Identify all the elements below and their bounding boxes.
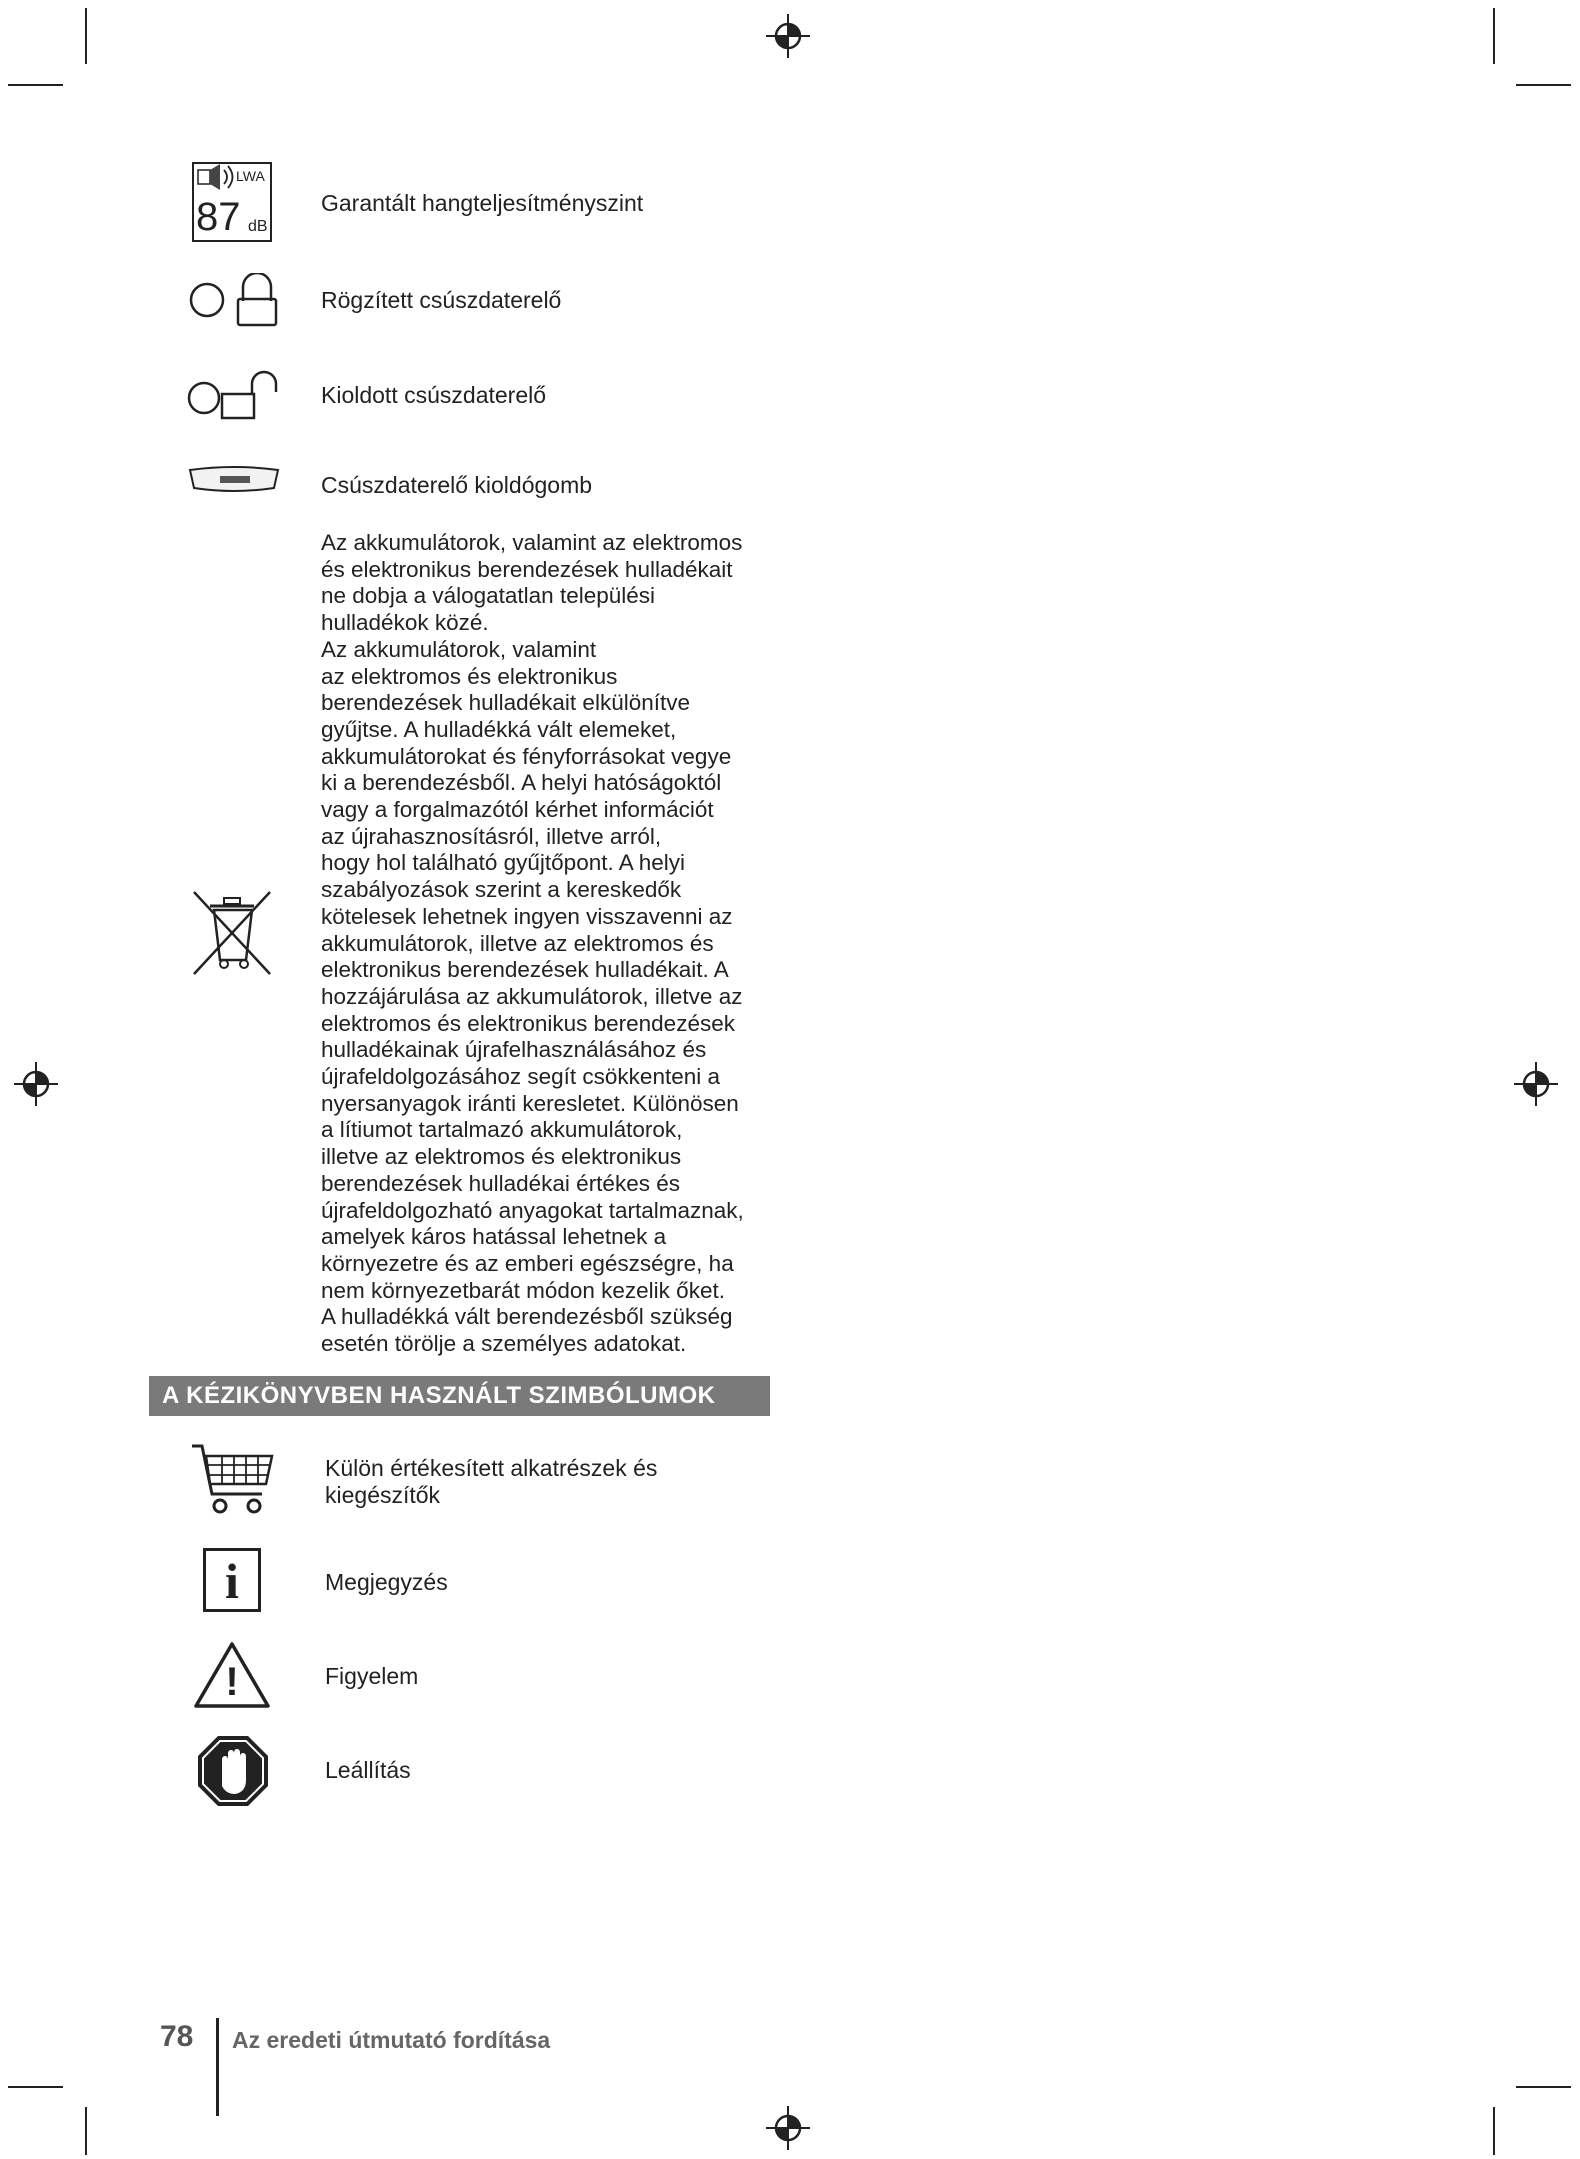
text-line: esetén törölje a személyes adatokat. (321, 1331, 687, 1357)
registration-mark-icon (14, 1062, 58, 1106)
footer-divider (216, 2018, 219, 2116)
symbol-label: Kioldott csúszdaterelő (321, 382, 547, 408)
text-line: Az akkumulátorok, valamint az elektromos (321, 530, 743, 555)
text-line: elektromos és elektronikus berendezések (321, 1010, 735, 1036)
text-line: hogy hol található gyűjtőpont. A helyi (321, 850, 686, 876)
sound-power-87db-icon (192, 162, 272, 242)
symbol-label: Leállítás (325, 1757, 411, 1783)
sound-level-label: LWA (236, 168, 265, 184)
symbol-label: Rögzített csúszdaterelő (321, 287, 562, 313)
symbol-label: Külön értékesített alkatrészek és (325, 1455, 658, 1481)
text-line: kötelesek lehetnek ingyen visszavenni az (321, 903, 733, 929)
text-line: az újrahasznosításról, illetve arról, (321, 823, 662, 849)
warning-glyph: ! (225, 1660, 239, 1704)
text-line: elektronikus berendezések hulladékait. A (321, 957, 729, 983)
info-glyph: i (225, 1553, 239, 1609)
crop-mark (85, 8, 87, 64)
text-line: vagy a forgalmazótól kérhet információt (321, 797, 714, 823)
text-line: hulladékok közé. (321, 610, 489, 636)
registration-mark-icon (766, 2106, 810, 2150)
release-button-icon (186, 466, 282, 496)
text-line: gyűjtse. A hulladékká vált elemeket, (321, 716, 677, 742)
text-line: berendezések hulladékait elkülönítve (321, 690, 690, 716)
text-line: akkumulátorok, illetve az elektromos és (321, 930, 714, 956)
text-line: illetve az elektromos és elektronikus (321, 1144, 682, 1170)
text-line: környezetre és az emberi egészségre, ha (321, 1250, 734, 1276)
text-line: Az akkumulátorok, valamint (321, 636, 597, 662)
crop-mark (1516, 2086, 1571, 2088)
stop-hand-icon (196, 1734, 270, 1808)
info-icon (203, 1548, 261, 1612)
crop-mark (85, 2107, 87, 2155)
text-line: az elektromos és elektronikus (321, 663, 618, 689)
text-line: a lítiumot tartalmazó akkumulátorok, (321, 1117, 683, 1143)
crop-mark (1493, 8, 1495, 64)
symbol-label: Figyelem (325, 1663, 419, 1689)
section-heading: A KÉZIKÖNYVBEN HASZNÁLT SZIMBÓLUMOK (149, 1376, 770, 1416)
registration-mark-icon (766, 14, 810, 58)
crossed-out-bin-icon (190, 888, 274, 978)
page-number: 78 (160, 2020, 194, 2053)
crop-mark (1493, 2107, 1495, 2155)
symbol-label: Csúszdaterelő kioldógomb (321, 472, 593, 498)
text-line: ne dobja a válogatatlan települési (321, 583, 656, 609)
text-line: újrafeldolgozásához segít csökkenteni a (321, 1064, 721, 1090)
text-line: újrafeldolgozható anyagokat tartalmaznak, (321, 1197, 744, 1223)
text-line: hulladékainak újrafelhasználásához és (321, 1037, 707, 1063)
unlocked-chute-icon (186, 370, 282, 422)
warning-icon (193, 1640, 271, 1710)
locked-chute-icon (188, 273, 280, 327)
text-line: hozzájárulása az akkumulátorok, illetve az (321, 983, 743, 1009)
text-line: ki a berendezésből. A helyi hatóságoktól (321, 770, 722, 796)
symbol-label: kiegészítők (325, 1482, 441, 1508)
symbol-label: Garantált hangteljesítményszint (321, 190, 644, 216)
footer-title: Az eredeti útmutató fordítása (232, 2027, 551, 2053)
shopping-cart-icon (190, 1440, 276, 1520)
text-line: és elektronikus berendezések hulladékait (321, 556, 733, 582)
crop-mark (1516, 84, 1571, 86)
sound-level-value: 87 (196, 195, 241, 239)
text-line: amelyek káros hatással lehetnek a (321, 1224, 667, 1250)
text-line: nem környezetbarát módon kezelik őket. (321, 1277, 725, 1303)
weee-disposal-text (321, 530, 781, 1358)
text-line: akkumulátorokat és fényforrásokat vegye (321, 743, 732, 769)
text-line: nyersanyagok iránti keresletet. Különösen (321, 1090, 739, 1116)
crop-mark (8, 84, 63, 86)
crop-mark (8, 2086, 63, 2088)
text-line: szabályozások szerint a kereskedők (321, 877, 682, 903)
sound-level-unit: dB (248, 218, 268, 235)
text-line: berendezések hulladékai értékes és (321, 1170, 680, 1196)
text-line: A hulladékká vált berendezésből szükség (321, 1304, 733, 1330)
symbol-label: Megjegyzés (325, 1569, 448, 1595)
registration-mark-icon (1514, 1062, 1558, 1106)
